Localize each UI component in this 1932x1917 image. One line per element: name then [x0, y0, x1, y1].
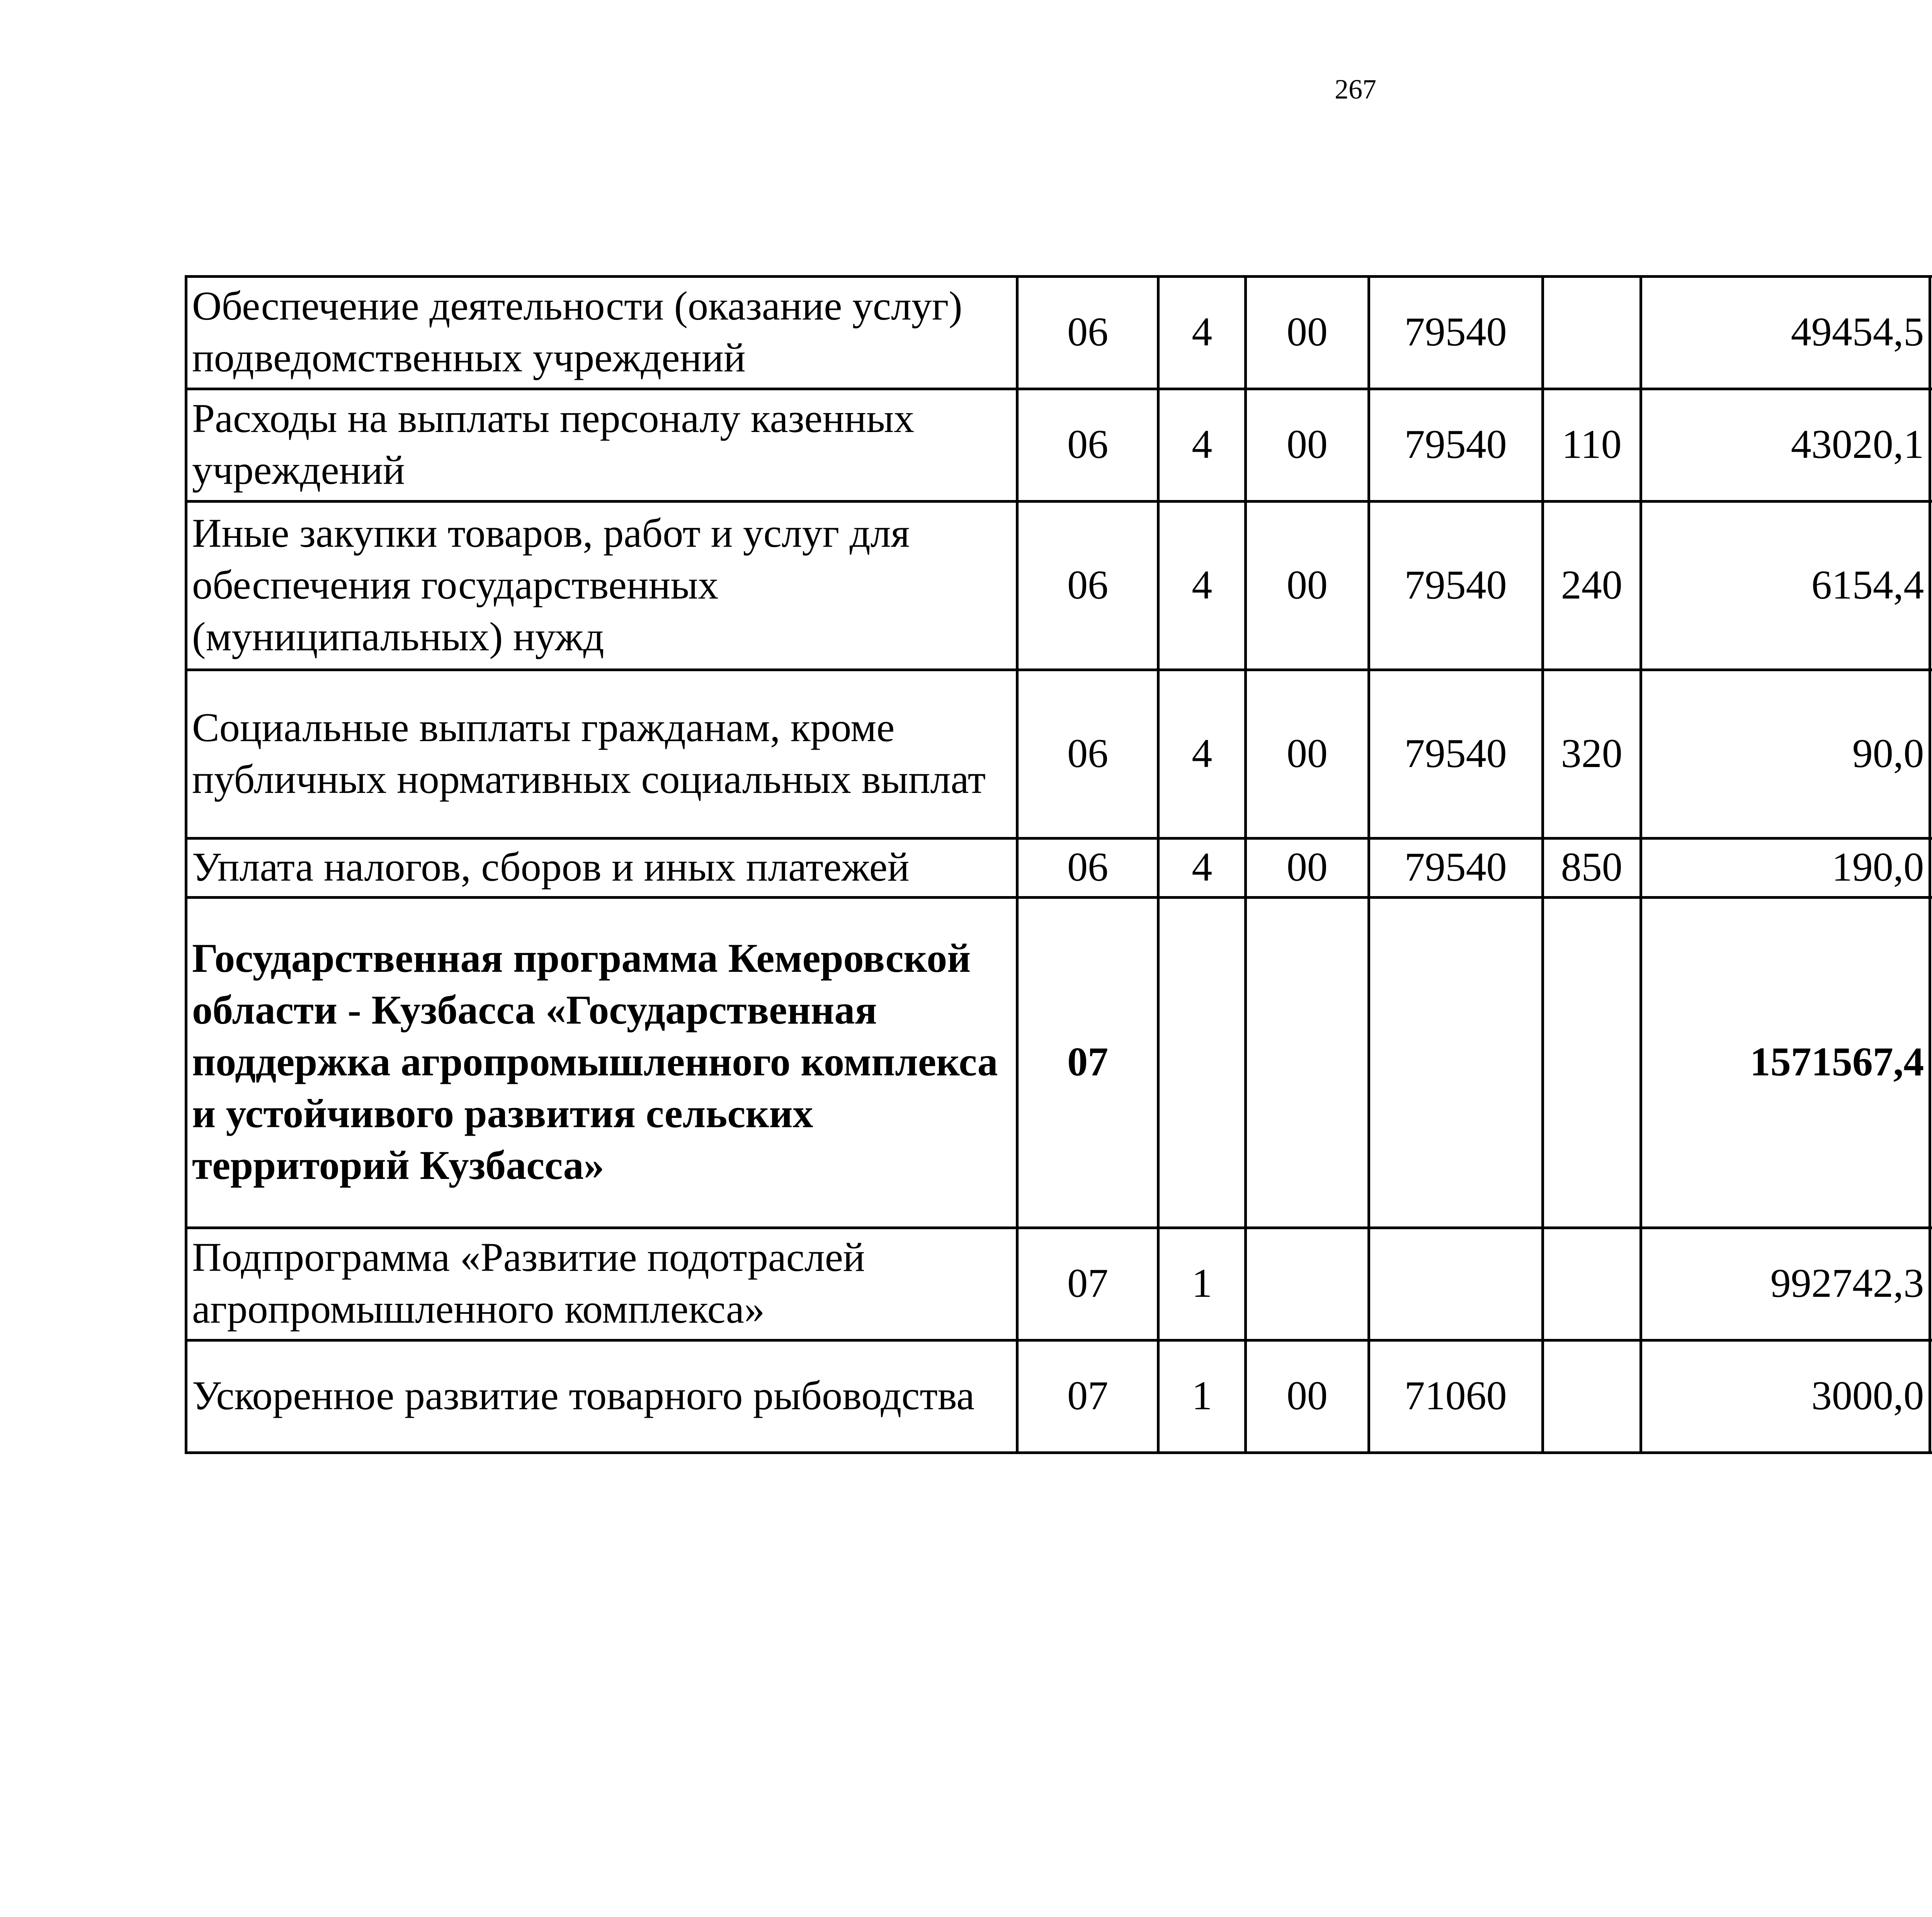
table-row — [186, 389, 1932, 502]
table-row — [186, 1228, 1932, 1340]
row-expense-type: 240 — [1543, 502, 1641, 670]
row-year1: 6154,4 — [1641, 502, 1930, 670]
row-name: Иные закупки товаров, работ и услуг для обеспечения государственных (муниципальных) нужд — [186, 502, 1017, 670]
table-row — [186, 898, 1932, 1228]
row-expense-type — [1543, 1228, 1641, 1340]
row-year1: 1571567,4 — [1641, 898, 1930, 1228]
row-year2 — [1930, 1340, 1932, 1453]
row-code: 79540 — [1369, 839, 1543, 898]
row-direction: 00 — [1246, 839, 1369, 898]
row-program: 07 — [1017, 1340, 1158, 1453]
row-subprogram: 4 — [1158, 502, 1246, 670]
row-name: Уплата налогов, сборов и иных платежей — [186, 839, 1017, 898]
row-subprogram: 1 — [1158, 1228, 1246, 1340]
row-year2 — [1930, 1228, 1932, 1340]
table-row — [186, 839, 1932, 898]
row-name: Обеспечение деятельности (оказание услуг) подведомственных учреждений — [186, 277, 1017, 389]
budget-table — [185, 275, 1932, 1454]
table-body — [186, 277, 1932, 1453]
row-direction: 00 — [1246, 1340, 1369, 1453]
row-expense-type — [1543, 898, 1641, 1228]
row-direction — [1246, 898, 1369, 1228]
row-year1: 3000,0 — [1641, 1340, 1930, 1453]
row-year2 — [1930, 502, 1932, 670]
row-year1: 49454,5 — [1641, 277, 1930, 389]
row-code: 79540 — [1369, 389, 1543, 502]
row-subprogram: 4 — [1158, 277, 1246, 389]
row-year1: 43020,1 — [1641, 389, 1930, 502]
row-year2 — [1930, 389, 1932, 502]
row-program: 07 — [1017, 898, 1158, 1228]
row-direction: 00 — [1246, 502, 1369, 670]
row-program: 06 — [1017, 839, 1158, 898]
row-name: Ускоренное развитие товарного рыбоводства — [186, 1340, 1017, 1453]
row-subprogram: 1 — [1158, 1340, 1246, 1453]
row-expense-type — [1543, 1340, 1641, 1453]
page-number: 267 — [1335, 74, 1376, 105]
row-year1: 190,0 — [1641, 839, 1930, 898]
row-year2 — [1930, 898, 1932, 1228]
row-year2 — [1930, 670, 1932, 839]
row-code — [1369, 898, 1543, 1228]
row-name: Расходы на выплаты персоналу казенных учреждений — [186, 389, 1017, 502]
row-code: 79540 — [1369, 502, 1543, 670]
row-year1: 992742,3 — [1641, 1228, 1930, 1340]
table-row — [186, 502, 1932, 670]
row-year2 — [1930, 277, 1932, 389]
row-code — [1369, 1228, 1543, 1340]
row-program: 06 — [1017, 670, 1158, 839]
row-subprogram: 4 — [1158, 389, 1246, 502]
row-expense-type — [1543, 277, 1641, 389]
row-expense-type: 110 — [1543, 389, 1641, 502]
row-expense-type: 850 — [1543, 839, 1641, 898]
row-code: 79540 — [1369, 277, 1543, 389]
row-subprogram: 4 — [1158, 839, 1246, 898]
row-program: 07 — [1017, 1228, 1158, 1340]
row-direction: 00 — [1246, 670, 1369, 839]
table-row — [186, 1340, 1932, 1453]
row-name: Подпрограмма «Развитие подотраслей агропромышленного комплекса» — [186, 1228, 1017, 1340]
row-expense-type: 320 — [1543, 670, 1641, 839]
table-row — [186, 277, 1932, 389]
row-year2 — [1930, 839, 1932, 898]
row-subprogram: 4 — [1158, 670, 1246, 839]
row-year1: 90,0 — [1641, 670, 1930, 839]
row-direction — [1246, 1228, 1369, 1340]
row-name: Социальные выплаты гражданам, кроме публичных нормативных социальных выплат — [186, 670, 1017, 839]
row-direction: 00 — [1246, 277, 1369, 389]
table-row — [186, 670, 1932, 839]
row-code: 79540 — [1369, 670, 1543, 839]
row-subprogram — [1158, 898, 1246, 1228]
row-name: Государственная программа Кемеровской области - Кузбасса «Государственная поддержка агропромышленного комплекса и устойчивого развития сельских территорий Кузбасса» — [186, 898, 1017, 1228]
row-direction: 00 — [1246, 389, 1369, 502]
row-program: 06 — [1017, 277, 1158, 389]
row-program: 06 — [1017, 389, 1158, 502]
row-code: 71060 — [1369, 1340, 1543, 1453]
row-program: 06 — [1017, 502, 1158, 670]
